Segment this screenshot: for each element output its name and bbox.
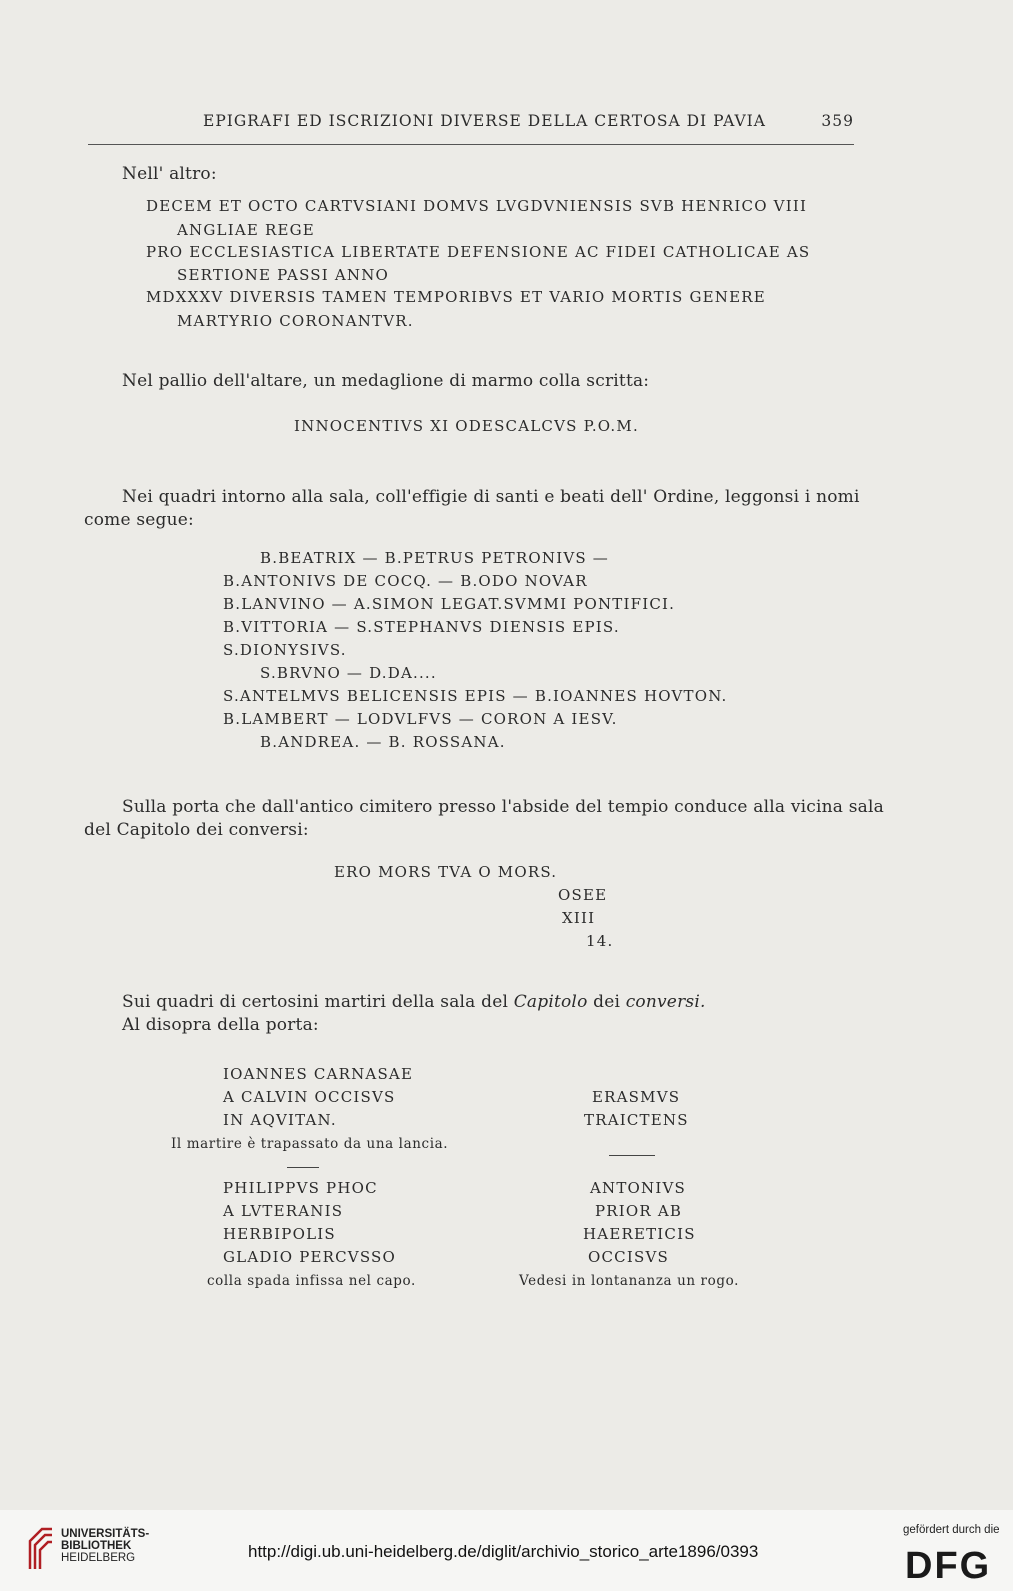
dfg-logo-text: DFG xyxy=(905,1545,992,1581)
inscription-line: SERTIONE PASSI ANNO xyxy=(177,266,390,284)
library-name-line: BIBLIOTHEK xyxy=(61,1540,132,1552)
left-inscription-line: A CALVIN OCCISVS xyxy=(223,1088,396,1106)
martiri-text: dei xyxy=(587,992,626,1012)
running-header xyxy=(88,112,854,134)
library-name xyxy=(61,1528,149,1564)
left-caption: colla spada infissa nel capo. xyxy=(207,1273,416,1289)
intro-altro: Nell' altro: xyxy=(122,164,217,184)
library-name-line: HEIDELBERG xyxy=(61,1552,136,1564)
capitolo-italic: Capitolo xyxy=(513,992,588,1012)
inscription-line: MDXXXV DIVERSIS TAMEN TEMPORIBVS ET VARIO MORTIS GENERE xyxy=(146,288,766,306)
header-rule xyxy=(88,144,854,145)
saint-names-line: S.DIONYSIVS. xyxy=(223,641,347,659)
left-inscription-line: IOANNES CARNASAE xyxy=(223,1065,414,1083)
inscription-line: DECEM ET OCTO CARTVSIANI DOMVS LVGDVNIENSIS SVB HENRICO VIII xyxy=(146,197,808,215)
saint-names-line: S.ANTELMVS BELICENSIS EPIS — B.IOANNES HOVTON. xyxy=(223,687,728,705)
viewer-footer xyxy=(0,1510,1013,1591)
innocentius-inscription: INNOCENTIVS XI ODESCALCVS P.O.M. xyxy=(294,417,639,435)
left-inscription-line: PHILIPPVS PHOC xyxy=(223,1179,378,1197)
library-name-line: UNIVERSITÄTS- xyxy=(61,1528,150,1540)
library-logo-icon xyxy=(26,1523,56,1571)
pallio-paragraph: Nel pallio dell'altare, un medaglione di marmo colla scritta: xyxy=(122,371,650,391)
ero-mors-ref: XIII xyxy=(562,909,596,927)
martiri-text: Sui quadri di certosini martiri della sala del xyxy=(122,992,514,1012)
funding-label: gefördert durch die xyxy=(903,1524,1000,1536)
right-inscription-line: PRIOR AB xyxy=(595,1202,683,1220)
saint-names-line: B.ANDREA. — B. ROSSANA. xyxy=(260,733,506,751)
inscription-line: MARTYRIO CORONANTVR. xyxy=(177,312,414,330)
left-inscription-line: HERBIPOLIS xyxy=(223,1225,336,1243)
right-inscription-line: HAERETICIS xyxy=(583,1225,696,1243)
right-inscription-line: ERASMVS xyxy=(592,1088,681,1106)
quadri-paragraph-line: Nei quadri intorno alla sala, coll'effigie di santi e beati dell' Ordine, leggonsi i nomi xyxy=(122,487,860,507)
right-inscription-line: TRAICTENS xyxy=(584,1111,689,1129)
porta-paragraph-line: Sulla porta che dall'antico cimitero presso l'abside del tempio conduce alla vicina sala xyxy=(122,797,884,817)
page-number: 359 xyxy=(821,112,854,130)
saint-names-line: S.BRVNO — D.DA.... xyxy=(260,664,437,682)
saint-names-line: B.BEATRIX — B.PETRUS PETRONIVS — xyxy=(260,549,609,567)
inscription-line: PRO ECCLESIASTICA LIBERTATE DEFENSIONE AC FIDEI CATHOLICAE AS xyxy=(146,243,811,261)
permalink-url[interactable]: http://digi.ub.uni-heidelberg.de/diglit/archivio_storico_arte1896/0393 xyxy=(248,1542,759,1561)
saint-names-line: B.ANTONIVS DE COCQ. — B.ODO NOVAR xyxy=(223,572,588,590)
running-title: EPIGRAFI ED ISCRIZIONI DIVERSE DELLA CERTOSA DI PAVIA xyxy=(203,112,767,130)
saint-names-line: B.VITTORIA — S.STEPHANVS DIENSIS EPIS. xyxy=(223,618,620,636)
conversi-italic: conversi. xyxy=(625,992,706,1012)
right-caption: Vedesi in lontananza un rogo. xyxy=(519,1273,739,1289)
ero-mors-ref: 14. xyxy=(586,932,614,950)
dfg-logo-icon xyxy=(905,1545,998,1581)
ero-mors-inscription: ERO MORS TVA O MORS. xyxy=(334,863,558,881)
separator-dash xyxy=(287,1167,319,1168)
saint-names-line: B.LAMBERT — LODVLFVS — CORON A IESV. xyxy=(223,710,618,728)
saint-names-line: B.LANVINO — A.SIMON LEGAT.SVMMI PONTIFICI. xyxy=(223,595,676,613)
left-inscription-line: A LVTERANIS xyxy=(223,1202,344,1220)
right-inscription-line: OCCISVS xyxy=(588,1248,669,1266)
right-inscription-line: ANTONIVS xyxy=(590,1179,687,1197)
left-inscription-line: IN AQVITAN. xyxy=(223,1111,337,1129)
left-inscription-line: GLADIO PERCVSSO xyxy=(223,1248,397,1266)
inscription-line: ANGLIAE REGE xyxy=(177,221,315,239)
porta-paragraph-line: del Capitolo dei conversi: xyxy=(84,820,309,840)
ero-mors-ref: OSEE xyxy=(558,886,608,904)
separator-dash xyxy=(609,1155,655,1156)
disopra-paragraph: Al disopra della porta: xyxy=(122,1015,319,1035)
left-caption: Il martire è trapassato da una lancia. xyxy=(171,1136,449,1152)
quadri-paragraph-line: come segue: xyxy=(84,510,194,530)
martiri-paragraph xyxy=(122,991,706,1014)
